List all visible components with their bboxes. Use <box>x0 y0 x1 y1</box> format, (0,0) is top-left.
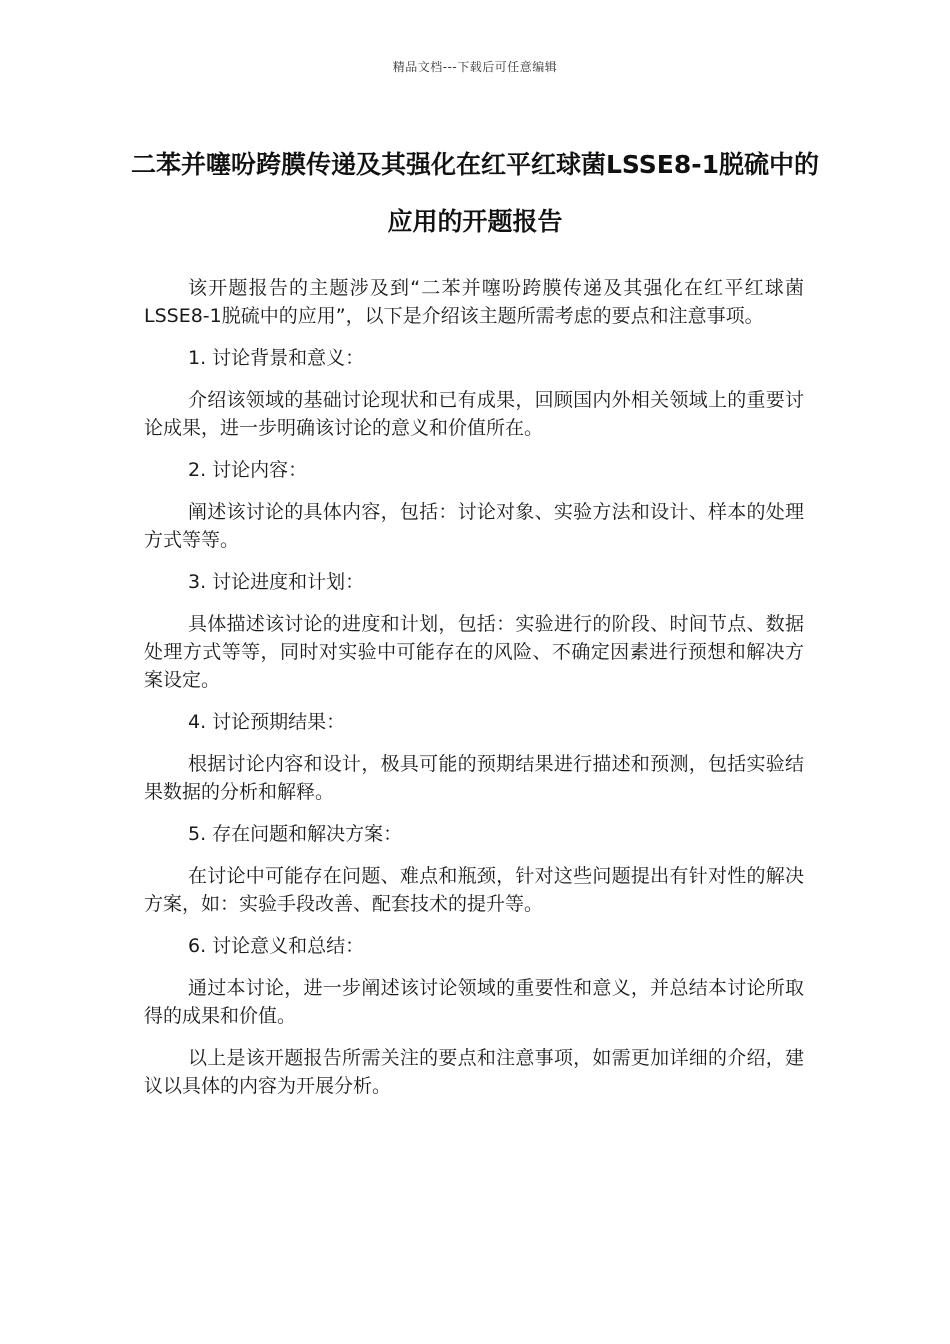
section-body: 介绍该领域的基础讨论现状和已有成果，回顾国内外相关领域上的重要讨论成果，进一步明确该讨论的意义和价值所在。 <box>144 389 804 439</box>
section-body: 在讨论中可能存在问题、难点和瓶颈，针对这些问题提出有针对性的解决方案，如：实验手段改善、配套技术的提升等。 <box>144 865 804 915</box>
section-body: 具体描述该讨论的进度和计划，包括：实验进行的阶段、时间节点、数据处理方式等等，同时对实验中可能存在的风险、不确定因素进行预想和解决方案设定。 <box>144 613 804 691</box>
section-heading: 4. 讨论预期结果： <box>188 711 346 733</box>
section-heading: 1. 讨论背景和意义： <box>188 347 365 369</box>
document-title: 二苯并噻吩跨膜传递及其强化在红平红球菌LSSE8-1脱硫中的应用的开题报告 <box>130 150 820 236</box>
intro-paragraph: 该开题报告的主题涉及到“二苯并噻吩跨膜传递及其强化在红平红球菌LSSE8-1脱硫中的应用”，以下是介绍该主题所需考虑的要点和注意事项。 <box>144 277 804 327</box>
section-body: 阐述该讨论的具体内容，包括：讨论对象、实验方法和设计、样本的处理方式等等。 <box>144 501 804 551</box>
section-heading: 6. 讨论意义和总结： <box>188 935 365 957</box>
section-heading: 2. 讨论内容： <box>188 459 308 481</box>
conclusion-paragraph: 以上是该开题报告所需关注的要点和注意事项，如需更加详细的介绍，建议以具体的内容为开展分析。 <box>144 1047 804 1097</box>
section-heading: 5. 存在问题和解决方案： <box>188 823 403 845</box>
document-body <box>144 274 804 1114</box>
section-body: 根据讨论内容和设计，极具可能的预期结果进行描述和预测，包括实验结果数据的分析和解释。 <box>144 753 804 803</box>
section-heading: 3. 讨论进度和计划： <box>188 571 365 593</box>
header-note: 精品文档---下载后可任意编辑 <box>392 60 558 74</box>
section-body: 通过本讨论，进一步阐述该讨论领域的重要性和意义，并总结本讨论所取得的成果和价值。 <box>144 977 804 1027</box>
